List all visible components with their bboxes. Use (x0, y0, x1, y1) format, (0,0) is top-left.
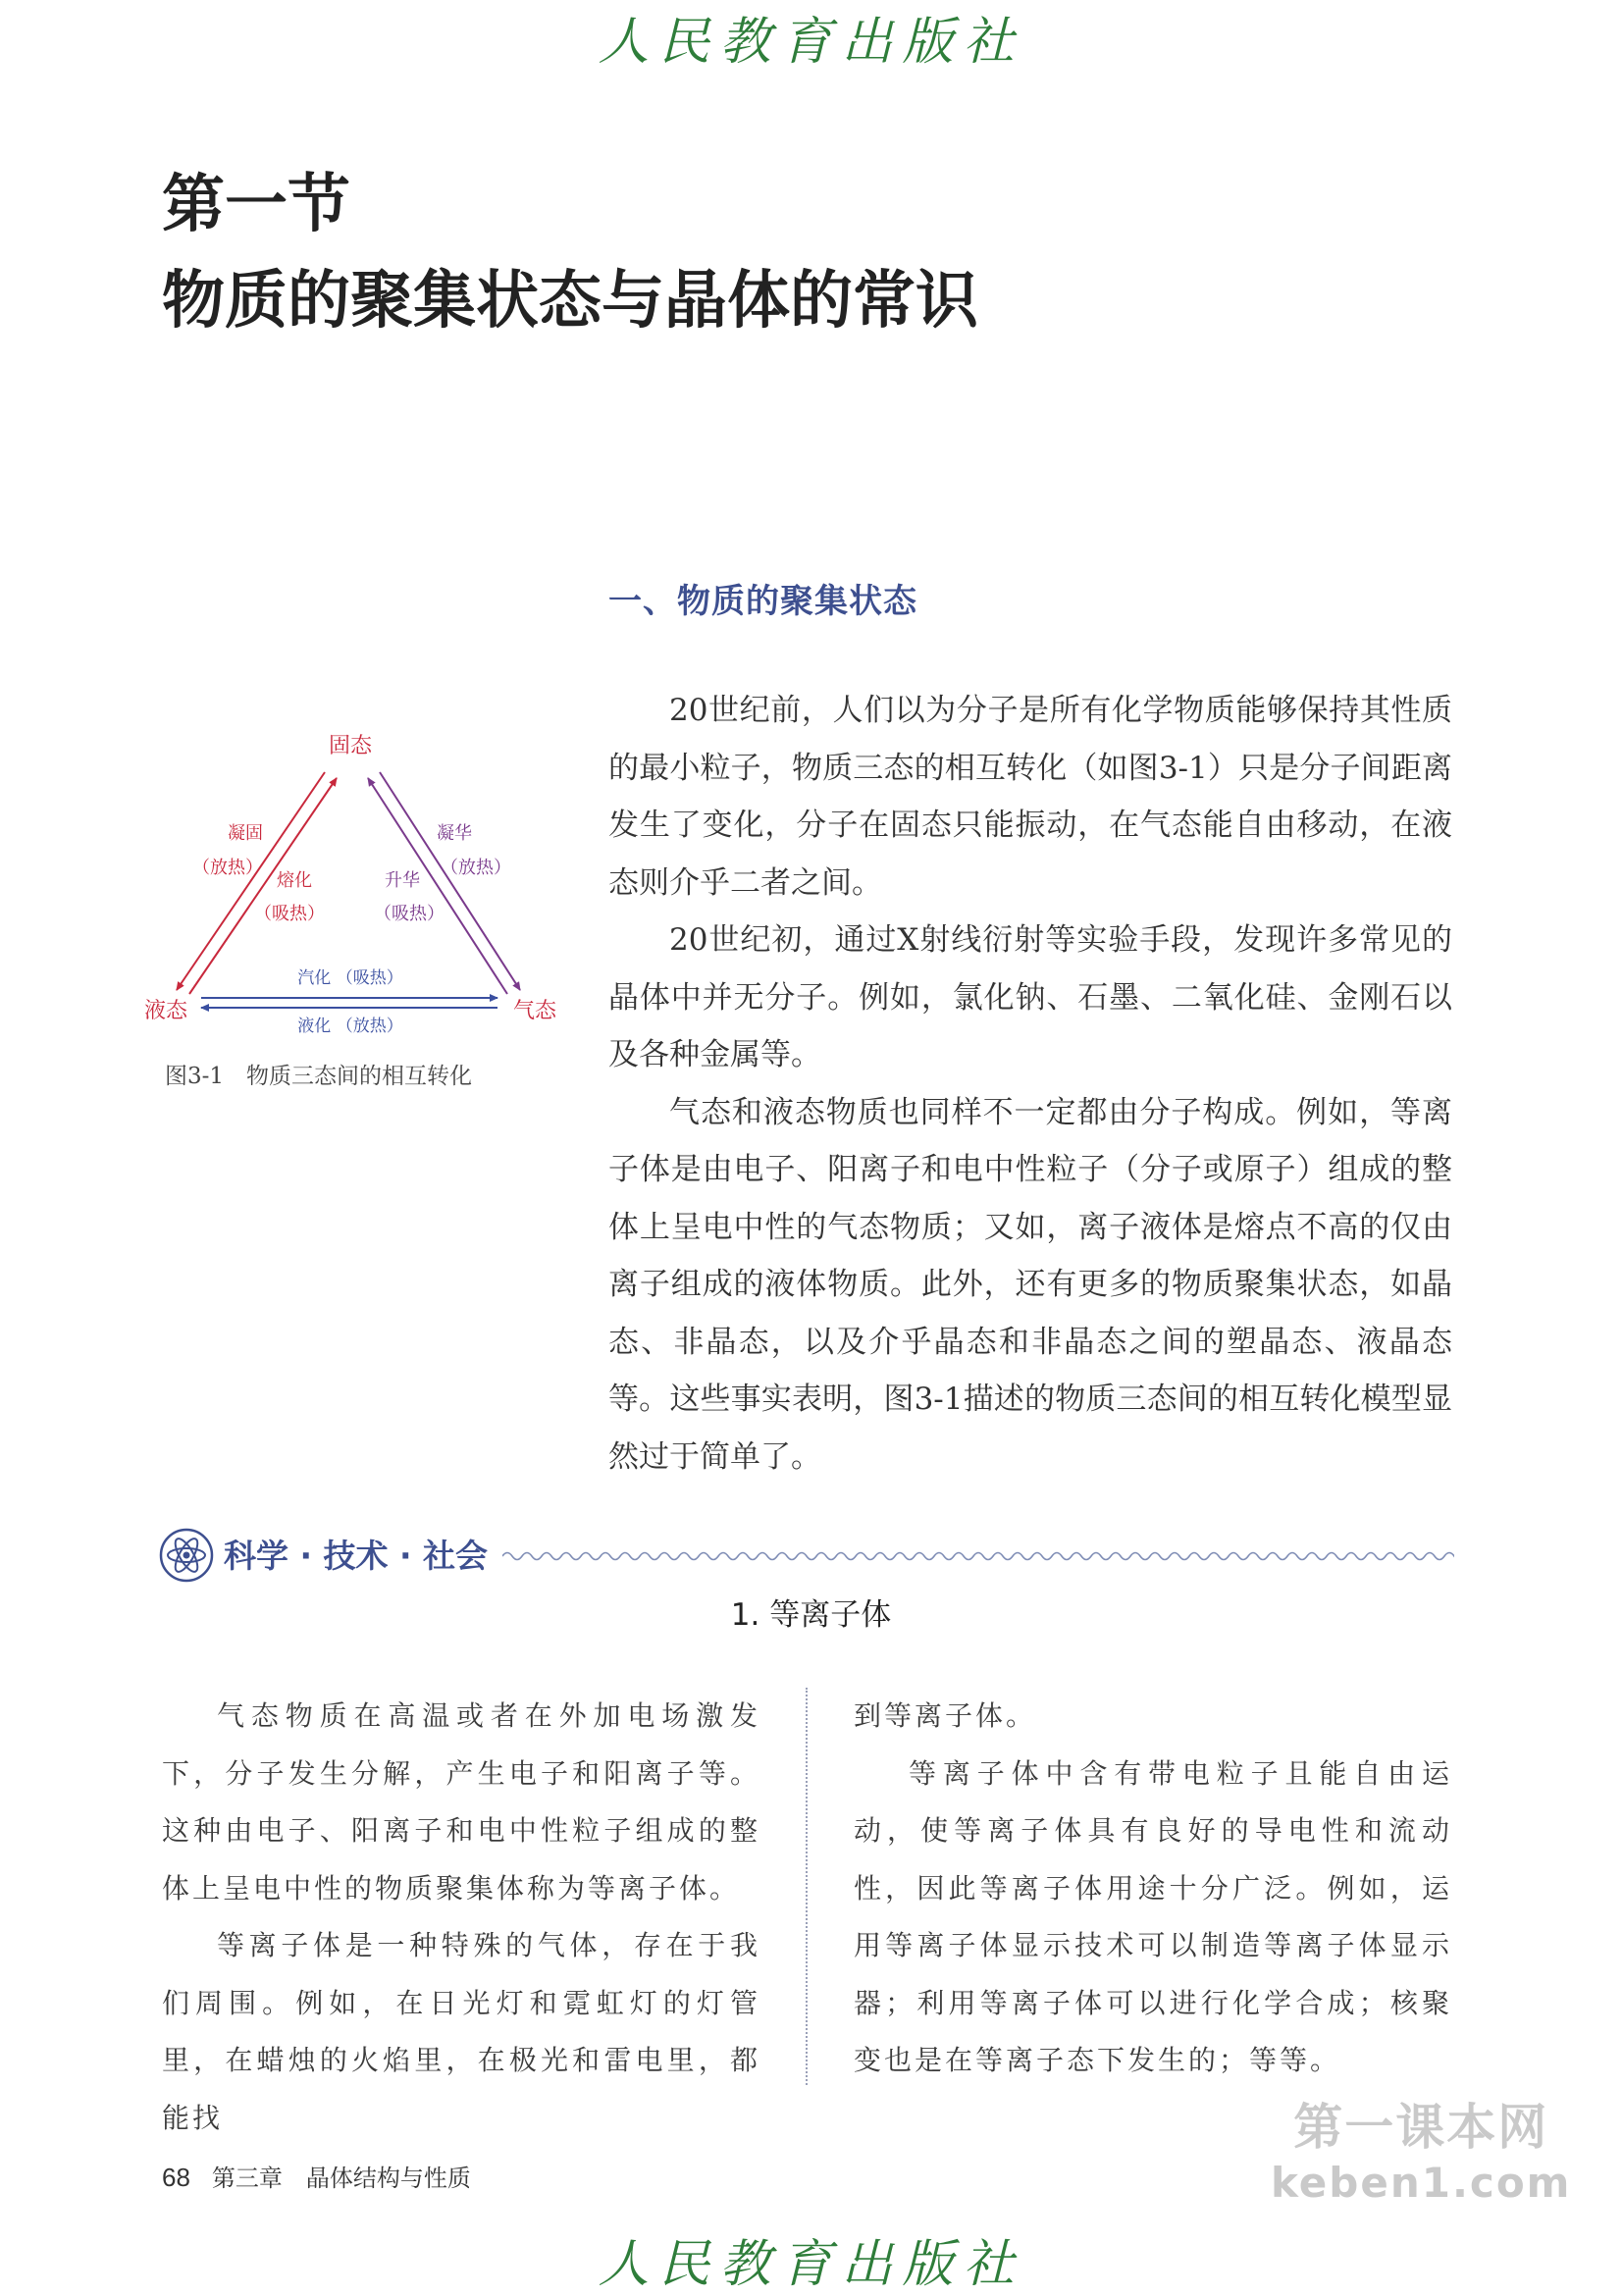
subsection-heading: 一、物质的聚集状态 (608, 582, 917, 621)
paragraph: 20世纪初，通过X射线衍射等实验手段，发现许多常见的晶体中并无分子。例如，氯化钠、石墨、二氧化硅、金刚石以及各种金属等。 (608, 922, 1452, 1072)
page-footer (162, 2159, 471, 2193)
chapter-title: 第三章 晶体结构与性质 (211, 2165, 471, 2192)
section-name: 物质的聚集状态与晶体的常识 (162, 264, 978, 338)
paragraph: 气态和液态物质也同样不一定都由分子构成。例如，等离子体是由电子、阳离子和电中性粒子（分子或原子）组成的整体上呈电中性的气态物质；又如，离子液体是熔点不高的仅由离子组成的液体物质。此外，还有更多的物质聚集状态，如晶态、非晶态，以及介乎晶态和非晶态之间的塑晶态、液晶态等。这些事实表明，图3-1描述的物质三态间的相互转化模型显然过于简单了。 (608, 1094, 1452, 1475)
phase-transition-diagram (132, 721, 584, 1045)
label-melt: 熔化 (277, 870, 312, 891)
label-deposit: 凝华 (437, 823, 472, 844)
paragraph: 等离子体是一种特殊的气体，存在于我们周围。例如，在日光灯和霓虹灯的灯管里，在蜡烛的火焰里，在极光和雷电里，都能找 (162, 1929, 760, 2134)
arrow-melt (189, 778, 337, 994)
watermark-site-name: 第一课本网 (1293, 2099, 1549, 2156)
box-right-column (854, 1688, 1452, 2090)
label-deposit-note: （放热） (441, 858, 511, 878)
label-sublime-note: （吸热） (374, 904, 445, 924)
label-vaporize: 汽化 （吸热） (297, 968, 403, 988)
paragraph: 到等离子体。 (854, 1699, 1037, 1732)
watermark-url: keben1.com (1271, 2159, 1572, 2207)
paragraph: 等离子体中含有带电粒子且能自由运动，使等离子体具有良好的导电性和流动性，因此等离子体用途十分广泛。例如，运用等离子体显示技术可以制造等离子体显示器；利用等离子体可以进行化学合成；核聚变也是在等离子态下发生的；等等。 (854, 1756, 1452, 2076)
section-title (162, 157, 978, 349)
wave-divider (502, 1539, 1454, 1574)
atom-icon (159, 1528, 214, 1583)
paragraph: 气态物质在高温或者在外加电场激发下，分子发生分解，产生电子和阳离子等。这种由电子、阳离子和电中性粒子组成的整体上呈电中性的物质聚集体称为等离子体。 (162, 1699, 760, 1905)
box-label: 科学 · 技术 · 社会 (224, 1537, 489, 1575)
label-melt-note: （吸热） (254, 904, 325, 924)
body-text (608, 682, 1452, 1486)
column-divider (806, 1688, 808, 2085)
label-sublime: 升华 (385, 870, 420, 891)
watermark (1271, 2088, 1571, 2207)
state-liquid: 液态 (143, 999, 188, 1023)
publisher-logo-top: 人民教育出版社 (598, 13, 1024, 72)
state-gas: 气态 (512, 999, 557, 1023)
page-number: 68 (162, 2163, 190, 2192)
publisher-logo-bottom: 人民教育出版社 (598, 2235, 1024, 2294)
paragraph: 20世纪前，人们以为分子是所有化学物质能够保持其性质的最小粒子，物质三态的相互转化（如图3-1）只是分子间距离发生了变化，分子在固态只能振动，在气态能自由移动，在液态则介乎二者之间。 (608, 693, 1452, 901)
label-condense: 液化 （放热） (297, 1017, 403, 1036)
state-solid: 固态 (328, 734, 373, 758)
label-freeze: 凝固 (228, 823, 263, 844)
box-left-column (162, 1688, 760, 2147)
section-number: 第一节 (162, 168, 350, 241)
label-freeze-note: （放热） (192, 858, 263, 878)
figure-caption: 图3-1 物质三态间的相互转化 (165, 1064, 473, 1089)
box-subtitle: 1. 等离子体 (730, 1597, 892, 1633)
